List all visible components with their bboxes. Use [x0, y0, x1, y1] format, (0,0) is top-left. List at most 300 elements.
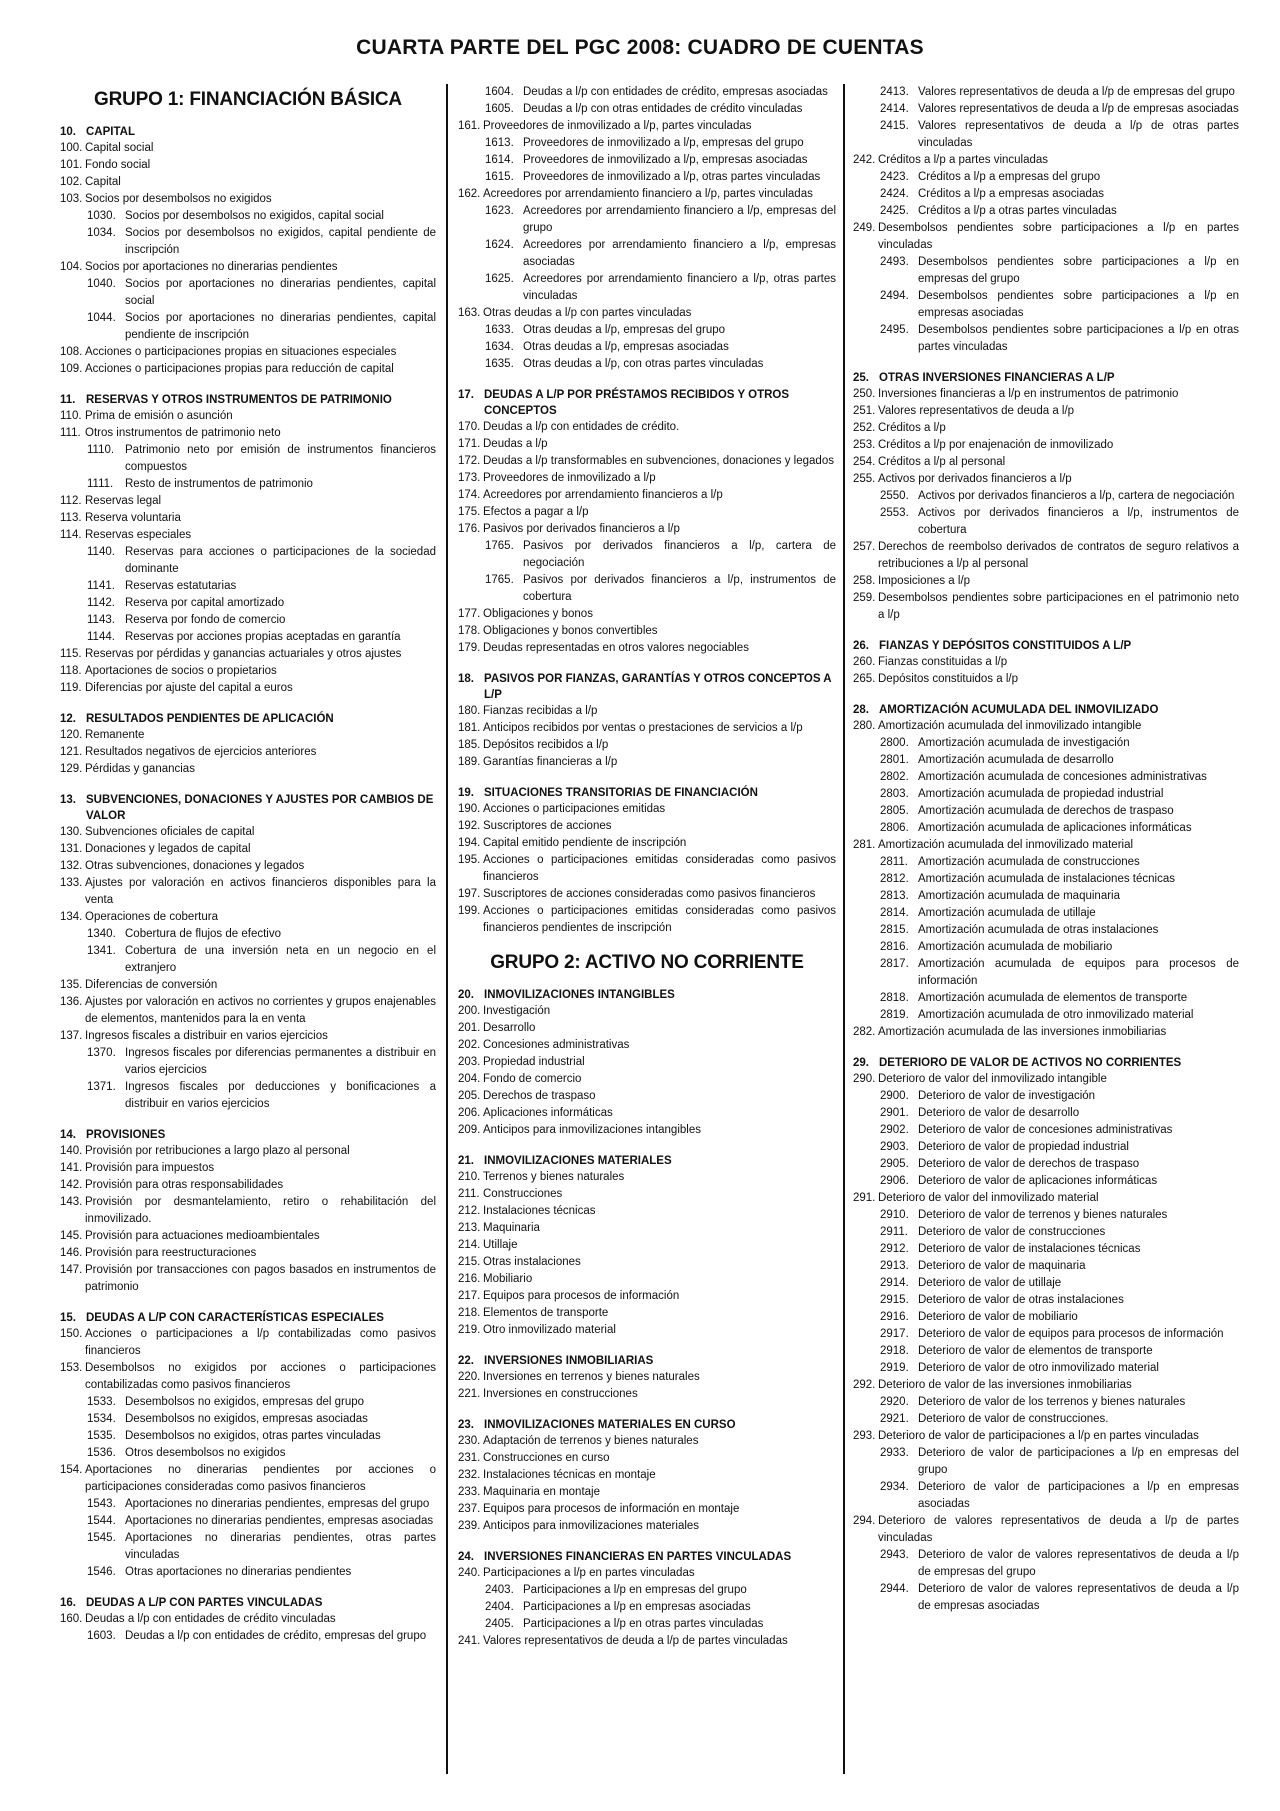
account-label: Deudas a l/p transformables en subvenciones, donaciones y legados [483, 455, 834, 467]
account-code: 201. [458, 1022, 481, 1034]
account-code: 1040. [87, 278, 116, 290]
account-entry [60, 259, 436, 276]
account-code: 2906. [880, 1175, 909, 1187]
account-label: Pasivos por derivados financieros a l/p, cartera de negociación [523, 540, 836, 569]
account-code: 101. [60, 159, 83, 171]
account-label: Proveedores de inmovilizado a l/p, partes vinculadas [483, 120, 752, 132]
account-label: Acciones o participaciones propias para reducción de capital [85, 363, 394, 375]
account-entry [458, 886, 836, 903]
subaccount-entry [458, 572, 836, 606]
account-label: Deterioro de valor de mobiliario [918, 1311, 1078, 1323]
account-code: 1111. [87, 478, 114, 490]
subaccount-entry [853, 322, 1239, 356]
account-label: Amortización acumulada de derechos de traspaso [918, 805, 1174, 817]
account-label: Adaptación de terrenos y bienes naturales [483, 1435, 699, 1447]
section-code: 23. [458, 1419, 474, 1431]
account-code: 103. [60, 193, 83, 205]
account-section [458, 387, 836, 657]
account-label: Obligaciones y bonos [483, 608, 593, 620]
account-label: Otras deudas a l/p con partes vinculadas [483, 307, 692, 319]
account-entry [60, 909, 436, 926]
section-title: DEUDAS A L/P POR PRÉSTAMOS RECIBIDOS Y OTROS CONCEPTOS [484, 389, 790, 417]
subaccount-entry [458, 101, 836, 118]
account-code: 137. [60, 1030, 83, 1042]
account-label: Proveedores de inmovilizado a l/p [483, 472, 656, 484]
account-label: Ajustes por valoración en activos financieros disponibles para la venta [85, 877, 436, 906]
account-label: Patrimonio neto por emisión de instrumentos financieros compuestos [125, 444, 436, 473]
subaccount-entry [458, 322, 836, 339]
account-label: Acciones o participaciones emitidas consideradas como pasivos financieros [483, 854, 836, 883]
account-label: Fondo de comercio [483, 1073, 582, 1085]
account-entry [458, 1501, 836, 1518]
account-label: Reservas estatutarias [125, 580, 237, 592]
subaccount-entry [458, 135, 836, 152]
account-code: 2494. [880, 290, 909, 302]
account-label: Deterioro de valor del inmovilizado intangible [878, 1073, 1107, 1085]
account-entry [60, 1611, 436, 1628]
section-title: INMOVILIZACIONES MATERIALES EN CURSO [484, 1419, 736, 1431]
account-entry [458, 186, 836, 203]
account-label: Deterioro de valor de propiedad industrial [918, 1141, 1129, 1153]
account-entry [60, 1028, 436, 1045]
account-code: 1535. [87, 1430, 116, 1442]
account-label: Aportaciones no dinerarias pendientes, empresas asociadas [125, 1515, 434, 1527]
account-code: 2550. [880, 490, 909, 502]
section-title: DEUDAS A L/P CON CARACTERÍSTICAS ESPECIALES [86, 1312, 384, 1324]
account-code: 1623. [485, 205, 514, 217]
section-title: INVERSIONES FINANCIERAS EN PARTES VINCULADAS [484, 1551, 792, 1563]
account-entry [853, 386, 1239, 403]
account-code: 1142. [87, 597, 115, 609]
account-code: 232. [458, 1469, 481, 1481]
section-heading [853, 638, 1239, 654]
section-code: 21. [458, 1155, 474, 1167]
account-entry [853, 718, 1239, 735]
account-entry [853, 420, 1239, 437]
section-code: 11. [60, 394, 76, 406]
account-code: 161. [458, 120, 481, 132]
account-code: 205. [458, 1090, 481, 1102]
account-label: Otro inmovilizado material [483, 1324, 616, 1336]
account-label: Deterioro de valor del inmovilizado material [878, 1192, 1099, 1204]
account-entry [60, 1160, 436, 1177]
account-code: 2493. [880, 256, 909, 268]
account-label: Provisión para reestructuraciones [85, 1247, 257, 1259]
subaccount-entry [60, 1564, 436, 1581]
account-entry [60, 510, 436, 527]
subaccount-entry [853, 735, 1239, 752]
account-code: 1545. [87, 1532, 116, 1544]
account-code: 260. [853, 656, 876, 668]
account-code: 1625. [485, 273, 514, 285]
account-entry [458, 703, 836, 720]
subaccount-entry [60, 276, 436, 310]
account-code: 1615. [485, 171, 514, 183]
account-section [60, 792, 436, 1113]
subaccount-entry [853, 1343, 1239, 1360]
account-code: 173. [458, 472, 481, 484]
subaccount-entry [458, 1599, 836, 1616]
account-label: Amortización acumulada de otro inmovilizado material [918, 1009, 1194, 1021]
account-section [458, 84, 836, 373]
account-label: Imposiciones a l/p [878, 575, 971, 587]
subaccount-entry [853, 1088, 1239, 1105]
account-entry [60, 425, 436, 442]
account-entry [60, 875, 436, 909]
account-code: 174. [458, 489, 481, 501]
account-code: 2403. [485, 1584, 514, 1596]
subaccount-entry [458, 237, 836, 271]
account-entry [60, 1228, 436, 1245]
account-code: 1141. [87, 580, 115, 592]
account-code: 131. [60, 843, 83, 855]
subaccount-entry [853, 1156, 1239, 1173]
account-code: 1613. [485, 137, 514, 149]
account-code: 2814. [880, 907, 909, 919]
section-heading [458, 987, 836, 1003]
account-code: 120. [60, 729, 83, 741]
account-code: 2802. [880, 771, 909, 783]
account-label: Efectos a pagar a l/p [483, 506, 589, 518]
account-code: 249. [853, 222, 876, 234]
account-label: Mobiliario [483, 1273, 533, 1285]
account-entry [853, 1190, 1239, 1207]
account-label: Deterioro de valor de valores representativos de deuda a l/p de empresas asociadas [918, 1583, 1239, 1612]
account-label: Participaciones a l/p en otras partes vinculadas [523, 1618, 764, 1630]
section-code: 17. [458, 389, 474, 401]
subaccount-entry [853, 1122, 1239, 1139]
account-entry [458, 1450, 836, 1467]
account-label: Reservas por pérdidas y ganancias actuariales y otros ajustes [85, 648, 402, 660]
account-code: 215. [458, 1256, 481, 1268]
account-code: 111. [60, 427, 81, 439]
account-code: 1340. [87, 928, 116, 940]
account-label: Acciones o participaciones emitidas [483, 803, 666, 815]
account-code: 2905. [880, 1158, 909, 1170]
account-code: 293. [853, 1430, 876, 1442]
account-code: 200. [458, 1005, 481, 1017]
account-code: 1110. [87, 444, 115, 456]
account-entry [60, 140, 436, 157]
account-label: Deterioro de valor de derechos de traspaso [918, 1158, 1140, 1170]
account-label: Diferencias por ajuste del capital a euros [85, 682, 293, 694]
account-label: Resto de instrumentos de patrimonio [125, 478, 313, 490]
account-code: 239. [458, 1520, 481, 1532]
account-code: 2405. [485, 1618, 514, 1630]
account-label: Valores representativos de deuda a l/p de empresas asociadas [918, 103, 1239, 115]
account-entry [458, 818, 836, 835]
account-code: 2933. [880, 1447, 909, 1459]
account-code: 2413. [880, 86, 909, 98]
account-entry [458, 1288, 836, 1305]
account-label: Fianzas recibidas a l/p [483, 705, 598, 717]
account-label: Deterioro de valor de concesiones administrativas [918, 1124, 1173, 1136]
account-label: Ingresos fiscales por deducciones y bonificaciones a distribuir en varios ejercicios [125, 1081, 436, 1110]
account-code: 163. [458, 307, 481, 319]
account-section [458, 1549, 836, 1650]
account-label: Desembolsos pendientes sobre participaciones en el patrimonio neto a l/p [878, 592, 1239, 621]
section-code: 13. [60, 794, 76, 806]
account-entry [60, 1462, 436, 1496]
account-code: 1536. [87, 1447, 116, 1459]
account-label: Deterioro de valor de utillaje [918, 1277, 1062, 1289]
account-code: 2553. [880, 507, 909, 519]
section-heading [458, 1153, 836, 1169]
account-code: 2805. [880, 805, 909, 817]
account-code: 1044. [87, 312, 116, 324]
account-label: Créditos a l/p a empresas asociadas [918, 188, 1105, 200]
section-title: RESERVAS Y OTROS INSTRUMENTOS DE PATRIMONIO [86, 394, 392, 406]
account-label: Proveedores de inmovilizado a l/p, empresas asociadas [523, 154, 808, 166]
account-code: 115. [60, 648, 82, 660]
account-label: Desembolsos pendientes sobre participaciones a l/p en empresas del grupo [918, 256, 1239, 285]
account-entry [60, 824, 436, 841]
section-title: AMORTIZACIÓN ACUMULADA DEL INMOVILIZADO [879, 704, 1159, 716]
account-code: 281. [853, 839, 876, 851]
account-code: 171. [458, 438, 481, 450]
account-label: Deudas a l/p con otras entidades de crédito vinculadas [523, 103, 803, 115]
account-entry [853, 671, 1239, 688]
account-label: Otras deudas a l/p, empresas del grupo [523, 324, 726, 336]
account-code: 2495. [880, 324, 909, 336]
account-label: Socios por aportaciones no dinerarias pendientes, capital social [125, 278, 436, 307]
subaccount-entry [853, 1479, 1239, 1513]
account-label: Acreedores por arrendamiento financieros a l/p [483, 489, 723, 501]
account-label: Créditos a l/p al personal [878, 456, 1006, 468]
account-entry [60, 493, 436, 510]
account-entry [60, 1262, 436, 1296]
subaccount-entry [60, 225, 436, 259]
account-label: Donaciones y legados de capital [85, 843, 251, 855]
account-code: 217. [458, 1290, 481, 1302]
subaccount-entry [853, 939, 1239, 956]
section-title: DEUDAS A L/P CON PARTES VINCULADAS [86, 1597, 323, 1609]
account-entry [458, 1054, 836, 1071]
section-code: 14. [60, 1129, 76, 1141]
section-heading [458, 671, 836, 703]
account-label: Créditos a l/p por enajenación de inmovilizado [878, 439, 1114, 451]
account-code: 2934. [880, 1481, 909, 1493]
account-label: Instalaciones técnicas [483, 1205, 596, 1217]
account-label: Amortización acumulada de concesiones administrativas [918, 771, 1207, 783]
account-code: 220. [458, 1371, 481, 1383]
account-code: 1624. [485, 239, 514, 251]
account-label: Reserva voluntaria [85, 512, 181, 524]
account-label: Otras subvenciones, donaciones y legados [85, 860, 305, 872]
account-entry [458, 1003, 836, 1020]
account-code: 181. [458, 722, 481, 734]
account-entry [458, 1254, 836, 1271]
subaccount-entry [60, 476, 436, 493]
account-entry [458, 470, 836, 487]
account-label: Cobertura de flujos de efectivo [125, 928, 281, 940]
account-code: 1765. [485, 540, 514, 552]
account-entry [60, 1360, 436, 1394]
account-code: 2425. [880, 205, 909, 217]
subaccount-entry [60, 578, 436, 595]
account-label: Desembolsos no exigidos por acciones o participaciones contabilizadas como pasivos financieros [85, 1362, 436, 1391]
account-entry [60, 680, 436, 697]
subaccount-entry [853, 803, 1239, 820]
subaccount-entry [853, 1241, 1239, 1258]
account-code: 218. [458, 1307, 481, 1319]
account-entry [853, 654, 1239, 671]
subaccount-entry [60, 943, 436, 977]
account-label: Desembolsos pendientes sobre participaciones a l/p en otras partes vinculadas [918, 324, 1239, 353]
account-code: 212. [458, 1205, 481, 1217]
account-code: 141. [60, 1162, 83, 1174]
account-label: Amortización acumulada de elementos de transporte [918, 992, 1188, 1004]
account-code: 1143. [87, 614, 115, 626]
account-code: 2918. [880, 1345, 909, 1357]
account-code: 140. [60, 1145, 83, 1157]
section-title: OTRAS INVERSIONES FINANCIERAS A L/P [879, 372, 1115, 384]
account-entry [60, 761, 436, 778]
account-label: Ingresos fiscales a distribuir en varios ejercicios [85, 1030, 328, 1042]
account-code: 1546. [87, 1566, 116, 1578]
subaccount-entry [60, 1628, 436, 1645]
account-code: 2912. [880, 1243, 909, 1255]
account-code: 1034. [87, 227, 116, 239]
account-code: 180. [458, 705, 481, 717]
subaccount-entry [458, 203, 836, 237]
account-label: Deterioro de valor de aplicaciones informáticas [918, 1175, 1158, 1187]
account-label: Desembolsos no exigidos, empresas del grupo [125, 1396, 365, 1408]
account-code: 210. [458, 1171, 481, 1183]
section-title: PASIVOS POR FIANZAS, GARANTÍAS Y OTROS CONCEPTOS A L/P [484, 673, 832, 701]
account-entry [458, 419, 836, 436]
subaccount-entry [60, 612, 436, 629]
account-label: Ingresos fiscales por diferencias permanentes a distribuir en varios ejercicios [125, 1047, 436, 1076]
account-entry [853, 1071, 1239, 1088]
account-label: Inversiones en terrenos y bienes naturales [483, 1371, 700, 1383]
subaccount-entry [853, 1224, 1239, 1241]
account-code: 2920. [880, 1396, 909, 1408]
account-label: Capital emitido pendiente de inscripción [483, 837, 687, 849]
account-label: Amortización acumulada de maquinaria [918, 890, 1120, 902]
account-label: Créditos a l/p a otras partes vinculadas [918, 205, 1117, 217]
account-label: Amortización acumulada del inmovilizado intangible [878, 720, 1142, 732]
account-code: 2424. [880, 188, 909, 200]
account-code: 258. [853, 575, 876, 587]
account-entry [853, 590, 1239, 624]
section-code: 16. [60, 1597, 76, 1609]
account-code: 237. [458, 1503, 481, 1515]
subaccount-entry [853, 1309, 1239, 1326]
account-label: Operaciones de cobertura [85, 911, 218, 923]
account-code: 118. [60, 665, 82, 677]
account-code: 1534. [87, 1413, 116, 1425]
account-code: 2944. [880, 1583, 909, 1595]
subaccount-entry [853, 101, 1239, 118]
section-title: DETERIORO DE VALOR DE ACTIVOS NO CORRIENTES [879, 1057, 1182, 1069]
section-heading [853, 370, 1239, 386]
column-3 [853, 84, 1239, 1629]
account-code: 2901. [880, 1107, 909, 1119]
section-code: 15. [60, 1312, 76, 1324]
account-code: 259. [853, 592, 876, 604]
account-entry [458, 903, 836, 937]
account-entry [458, 1220, 836, 1237]
account-label: Anticipos para inmovilizaciones materiales [483, 1520, 700, 1532]
group-title: GRUPO 1: FINANCIACIÓN BÁSICA [94, 89, 402, 110]
subaccount-entry [853, 288, 1239, 322]
section-code: 25. [853, 372, 869, 384]
account-code: 2915. [880, 1294, 909, 1306]
account-code: 154. [60, 1464, 83, 1476]
account-entry [458, 1386, 836, 1403]
account-code: 2801. [880, 754, 909, 766]
account-label: Participaciones a l/p en empresas asociadas [523, 1601, 751, 1613]
account-code: 104. [60, 261, 83, 273]
account-code: 109. [60, 363, 83, 375]
subaccount-entry [853, 1394, 1239, 1411]
account-label: Pérdidas y ganancias [85, 763, 195, 775]
account-label: Suscriptores de acciones [483, 820, 612, 832]
account-section [60, 124, 436, 378]
account-entry [60, 1194, 436, 1228]
account-code: 231. [458, 1452, 481, 1464]
account-code: 294. [853, 1515, 876, 1527]
account-label: Socios por aportaciones no dinerarias pendientes [85, 261, 338, 273]
account-code: 1030. [87, 210, 116, 222]
account-code: 160. [60, 1613, 83, 1625]
section-title: INVERSIONES INMOBILIARIAS [484, 1355, 654, 1367]
account-code: 100. [60, 142, 83, 154]
account-section [853, 638, 1239, 688]
section-code: 22. [458, 1355, 474, 1367]
account-code: 129. [60, 763, 83, 775]
account-code: 132. [60, 860, 83, 872]
subaccount-entry [60, 1079, 436, 1113]
account-label: Elementos de transporte [483, 1307, 609, 1319]
account-code: 241. [458, 1635, 481, 1647]
account-label: Deterioro de valor de participaciones a l/p en empresas asociadas [918, 1481, 1239, 1510]
account-label: Valores representativos de deuda a l/p de empresas del grupo [918, 86, 1235, 98]
subaccount-entry [853, 1326, 1239, 1343]
account-label: Depósitos constituidos a l/p [878, 673, 1018, 685]
section-heading [458, 1353, 836, 1369]
account-entry [853, 1377, 1239, 1394]
account-entry [458, 521, 836, 538]
account-entry [853, 573, 1239, 590]
account-entry [458, 1322, 836, 1339]
account-label: Deudas a l/p [483, 438, 548, 450]
account-code: 150. [60, 1328, 83, 1340]
account-entry [458, 1633, 836, 1650]
account-label: Diferencias de conversión [85, 979, 218, 991]
account-code: 2819. [880, 1009, 909, 1021]
account-label: Acciones o participaciones a l/p contabilizadas como pasivos financieros [85, 1328, 436, 1357]
account-section [853, 1055, 1239, 1615]
section-heading [458, 785, 836, 801]
account-label: Garantías financieras a l/p [483, 756, 618, 768]
account-entry [458, 737, 836, 754]
account-label: Socios por desembolsos no exigidos, capital pendiente de inscripción [125, 227, 436, 256]
account-code: 2913. [880, 1260, 909, 1272]
account-code: 2423. [880, 171, 909, 183]
account-entry [458, 305, 836, 322]
account-entry [60, 663, 436, 680]
section-title: RESULTADOS PENDIENTES DE APLICACIÓN [86, 713, 334, 725]
account-entry [458, 1203, 836, 1220]
section-code: 19. [458, 787, 474, 799]
account-label: Maquinaria en montaje [483, 1486, 600, 1498]
account-code: 209. [458, 1124, 481, 1136]
account-label: Amortización acumulada de equipos para procesos de información [918, 958, 1239, 987]
subaccount-entry [853, 871, 1239, 888]
account-entry [458, 1433, 836, 1450]
